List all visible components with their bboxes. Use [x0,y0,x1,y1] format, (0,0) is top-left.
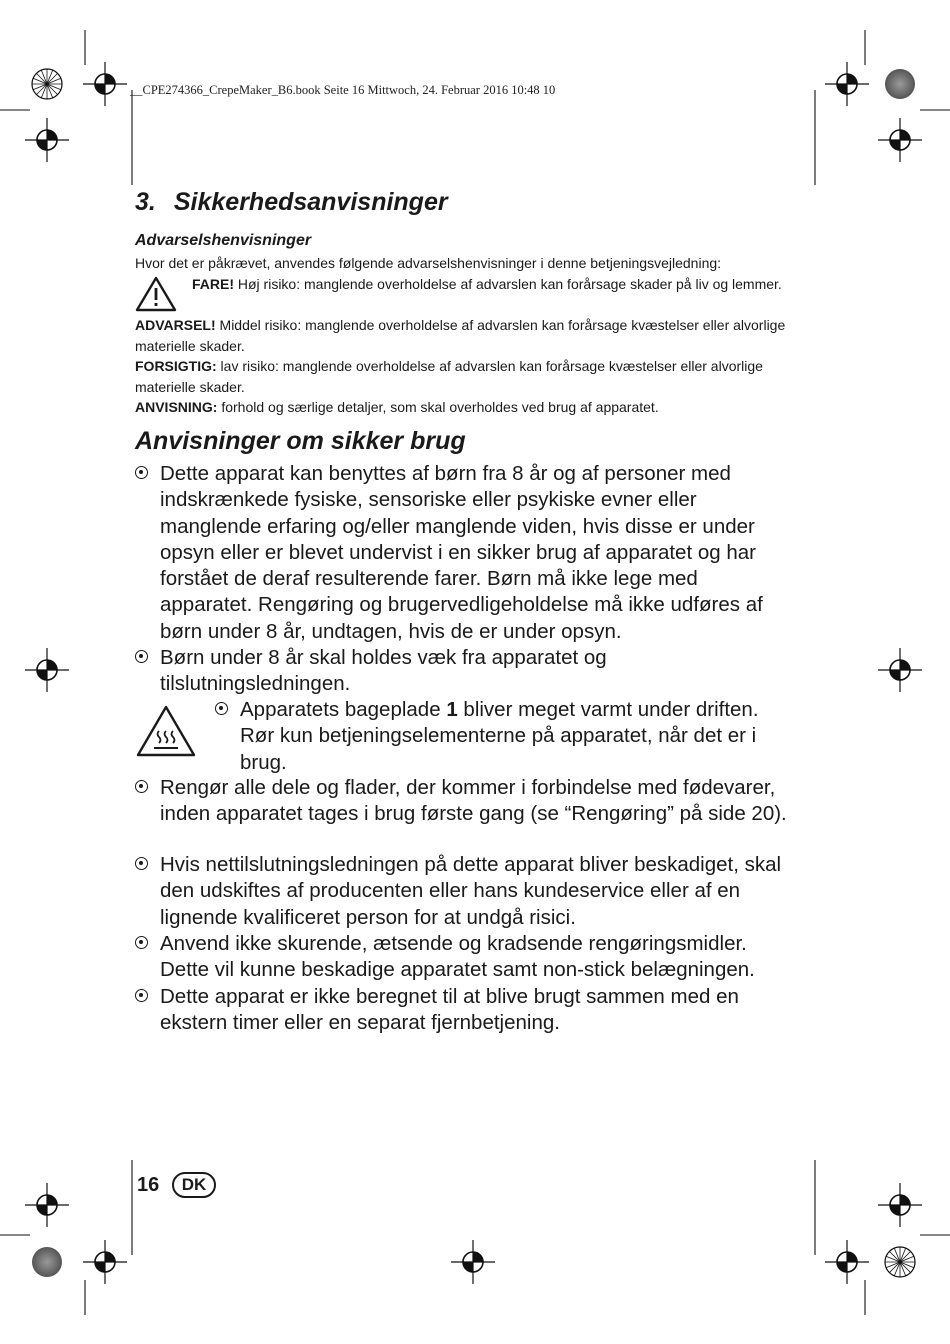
bullet-icon [135,650,148,663]
list-item-text: Anvend ikke skurende, ætsende og kradsende rengøringsmidler. Dette vil kunne beskadige apparatet samt non-stick belægningen. [160,932,755,982]
bullet-icon [215,702,228,715]
print-slug: __CPE274366_CrepeMaker_B6.book Seite 16 Mittwoch, 24. Februar 2016 10:48 10 [130,83,556,97]
registration-mark-icon [25,118,69,162]
advarsel-text: Middel risiko: manglende overholdelse af advarslen kan forårsage kvæstelser eller alvorlige materielle skader. [135,317,786,354]
starburst-icon [32,69,62,99]
registration-mark-icon [83,1240,127,1284]
safe-use-heading: Anvisninger om sikker brug [135,427,466,455]
bullet-icon [135,780,148,793]
list-item [135,931,793,984]
starburst-icon [885,1247,915,1277]
forsigtig-text: lav risiko: manglende overholdelse af advarslen kan forårsage kvæstelser eller alvorlige materielle skader. [135,358,763,395]
list-item-text: Hvis nettilslutningsledningen på dette apparat bliver beskadiget, skal den udskiftes af producenten eller hans kundeservice eller af en lignende kvalificeret person for at undgå risici. [160,853,782,929]
anvisning-label: ANVISNING: [135,399,218,415]
page-number: 16 [137,1174,160,1196]
registration-mark-icon [451,1240,495,1284]
list-item-text [240,697,793,776]
fare-text: Høj risiko: manglende overholdelse af advarslen kan forårsage skader på liv og lemmer. [234,276,782,292]
registration-mark-icon [25,648,69,692]
grey-dot-icon [32,1247,62,1277]
registration-mark-icon [25,1183,69,1227]
warnings-heading: Advarselshenvisninger [135,232,312,249]
part-number: 1 [446,698,458,721]
list-item [135,775,793,828]
warning-anvisning [135,397,790,418]
bullet-icon [135,936,148,949]
bullet-icon [135,857,148,870]
fare-label: FARE! [192,276,234,292]
warning-triangle-icon [135,276,177,312]
list-item [135,984,793,1037]
bullet-icon [135,466,148,479]
registration-mark-icon [825,62,869,106]
registration-mark-icon [878,1183,922,1227]
list-item [135,461,793,645]
forsigtig-label: FORSIGTIG: [135,358,217,374]
section-title [135,188,448,217]
list-item [215,697,793,776]
list-item [135,645,793,698]
warning-advarsel [135,315,790,356]
list-item-text: Dette apparat kan benyttes af børn fra 8 år og af personer med indskrænkede fysiske, sensoriske eller psykiske evner eller manglende erfaring og/eller manglende viden, hvis disse er under opsyn eller er blevet undervist i en sikker brug af apparatet og har forstået de deraf resulterende farer. Børn må ikke lege med apparatet. Rengøring og brugervedligeholdelse må ikke udføres af børn under 8 år, undtagen, hvis de er under opsyn. [160,462,763,643]
anvisning-text: forhold og særlige detaljer, som skal overholdes ved brug af apparatet. [217,399,659,415]
warnings-intro: Hvor det er påkrævet, anvendes følgende advarselshenvisninger i denne betjeningsvejledning: [135,255,722,271]
item3-text-end: bliver meget varmt under driften. Rør kun betjeningselementerne på apparatet, når det er i brug. [240,698,759,774]
list-item-text: Rengør alle dele og flader, der kommer i forbindelse med fødevarer, inden apparatet tages i brug første gang (se “Rengøring” på side 20). [160,776,787,826]
grey-dot-icon [885,69,915,99]
registration-mark-icon [83,62,127,106]
warning-levels [135,315,790,418]
list-item [135,852,793,931]
item3-text-start: Apparatets bageplade [240,698,447,721]
warning-forsigtig [135,356,790,397]
section-title-text: Sikkerhedsanvisninger [173,188,448,216]
bullet-icon [135,989,148,1002]
registration-mark-icon [825,1240,869,1284]
hot-surface-warning-icon [135,704,197,758]
warning-fare [192,274,792,295]
language-badge: DK [172,1172,216,1198]
advarsel-label: ADVARSEL! [135,317,216,333]
registration-mark-icon [878,118,922,162]
list-item-text: Dette apparat er ikke beregnet til at blive brugt sammen med en ekstern timer eller en separat fjernbetjening. [160,985,739,1035]
section-number: 3. [135,188,156,216]
list-item-text: Børn under 8 år skal holdes væk fra apparatet og tilslutningsledningen. [160,646,607,696]
registration-mark-icon [878,648,922,692]
